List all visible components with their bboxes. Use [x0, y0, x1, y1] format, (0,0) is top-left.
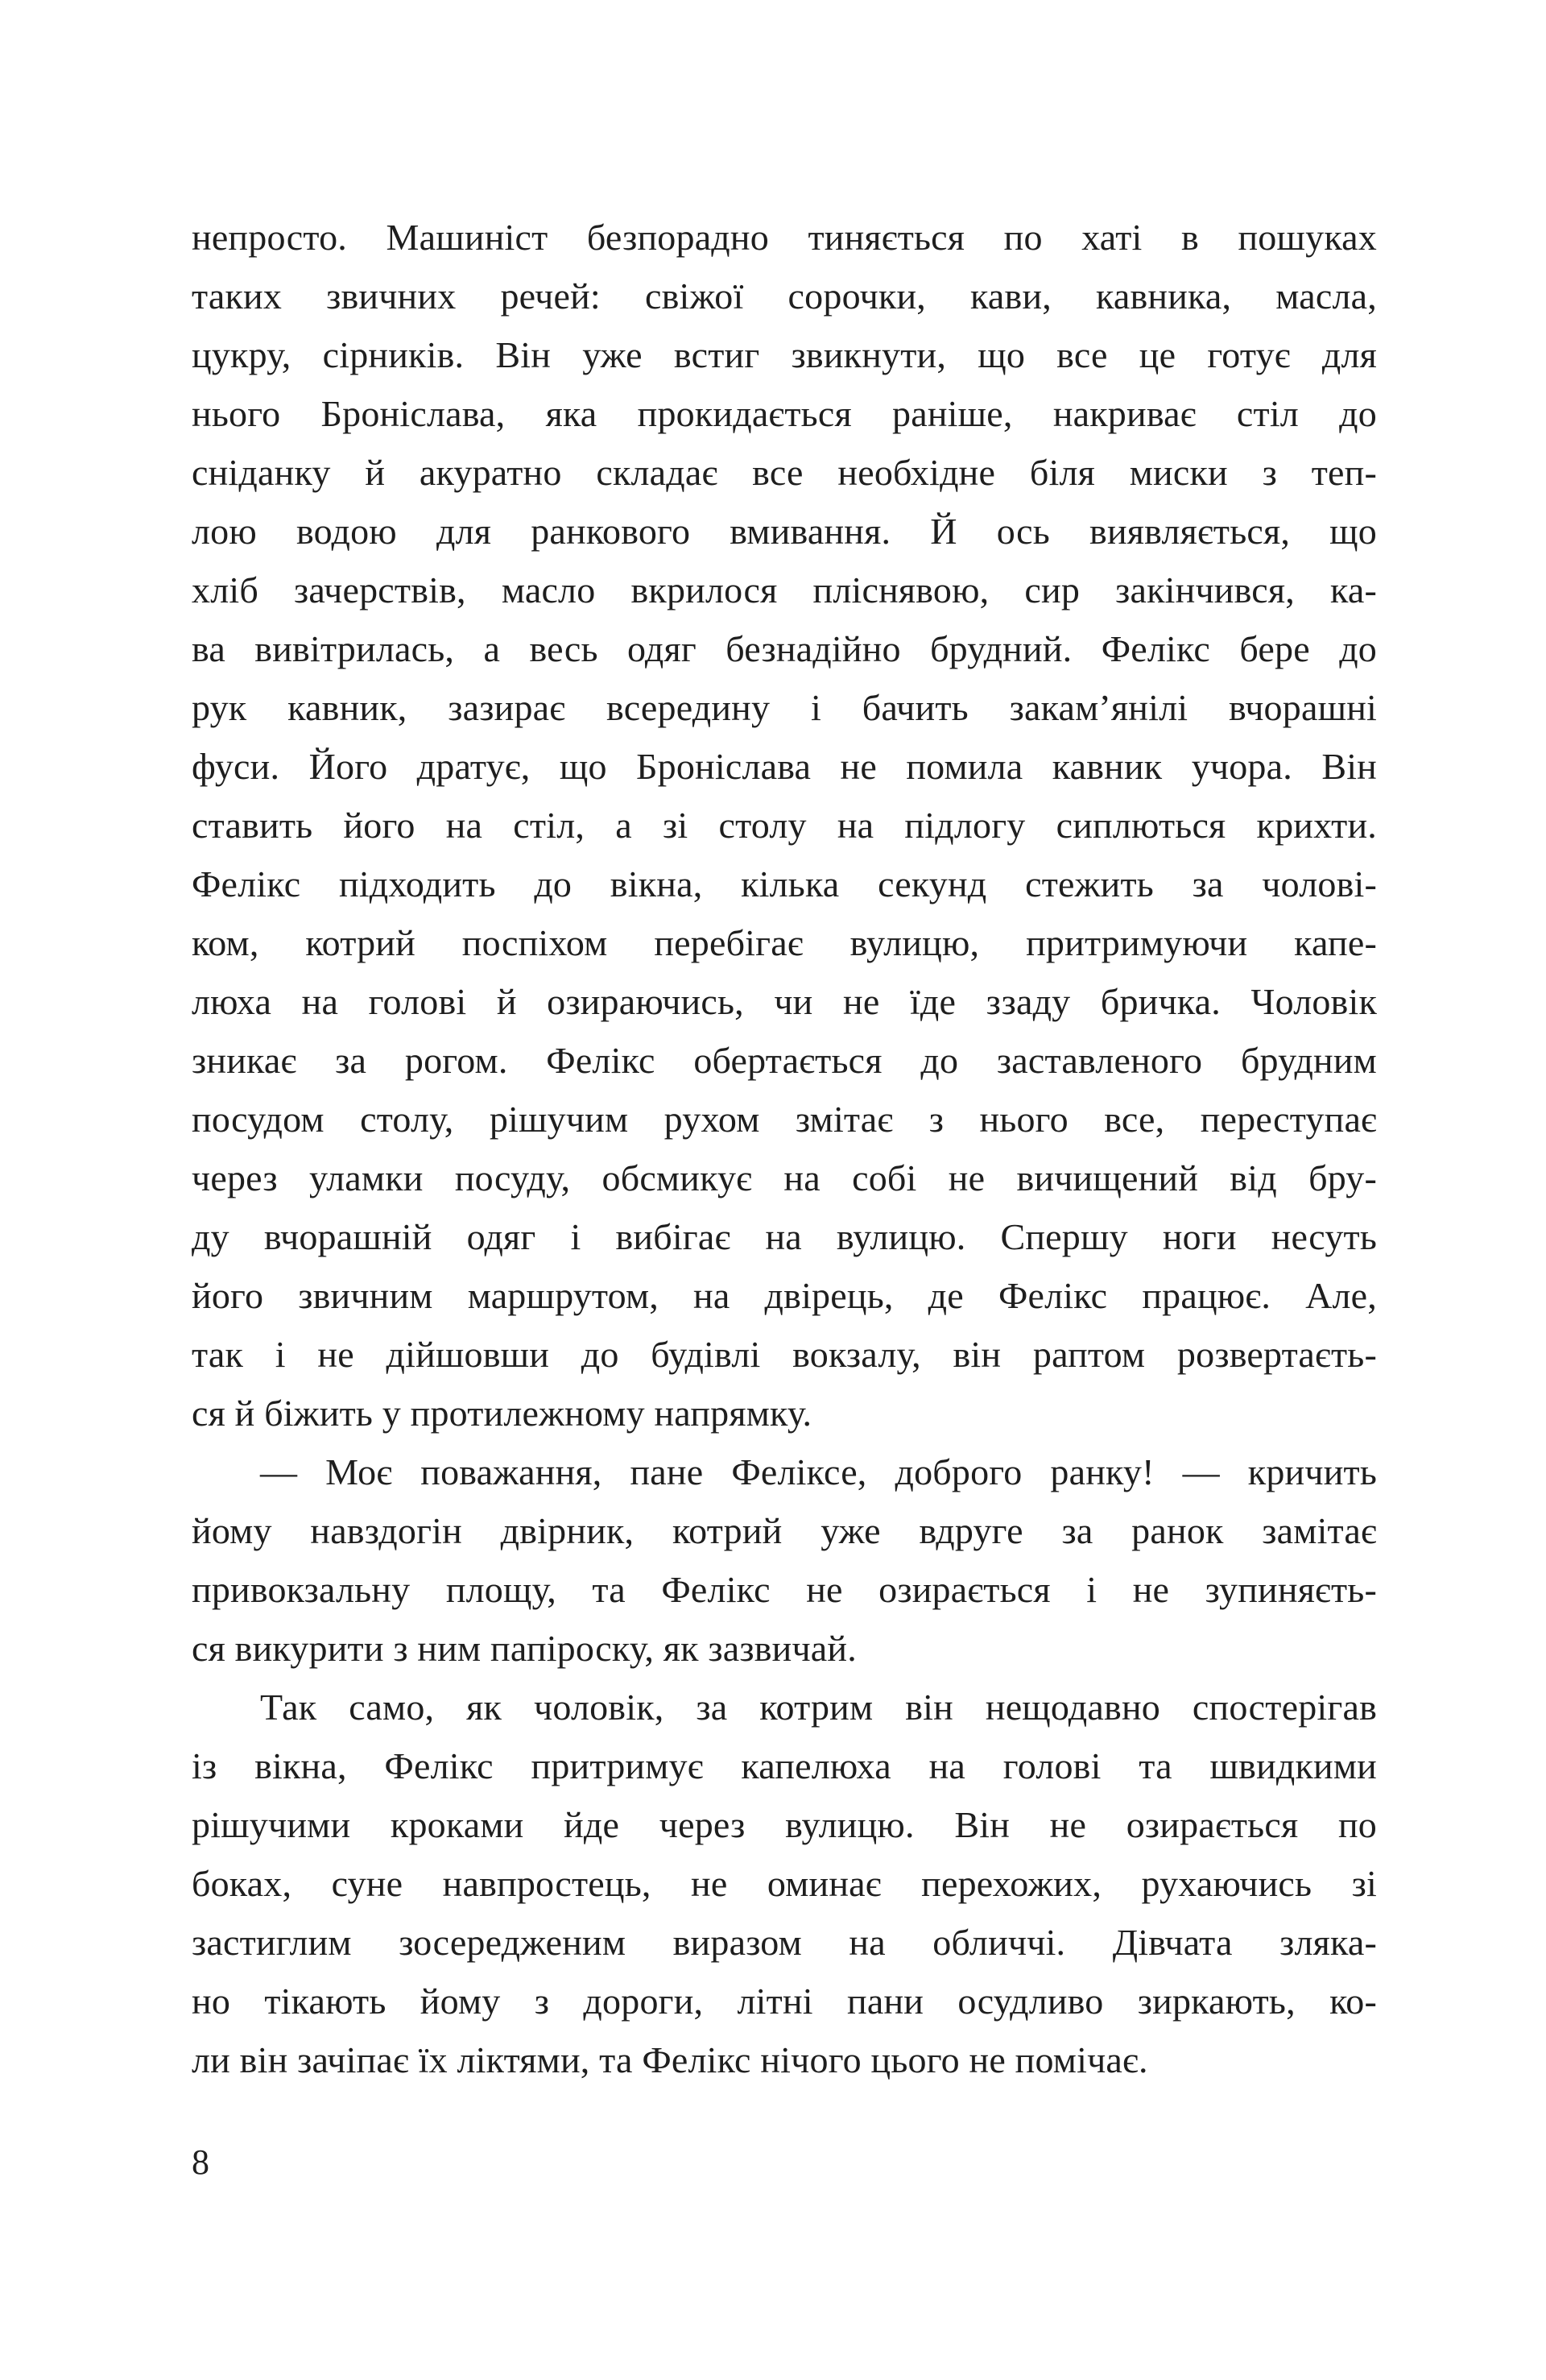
text-line: зникає за рогом. Фелікс обертається до заставленого брудним: [192, 1040, 1377, 1081]
text-line: — Моє поважання, пане Феліксе, доброго ранку! — кричить: [260, 1451, 1377, 1492]
paragraph: [192, 1442, 1377, 1678]
text-line: ся викурити з ним папіроску, як зазвичай.: [192, 1628, 857, 1669]
text-line: ком, котрий поспіхом перебігає вулицю, притримуючи капе-: [192, 922, 1377, 963]
text-line: хліб зачерствів, масло вкрилося пліснявою, сир закінчився, ка-: [192, 569, 1377, 611]
text-line: рук кавник, зазирає всередину і бачить закам’янілі вчорашні: [192, 687, 1377, 728]
paragraph: [192, 208, 1377, 1442]
text-line: ли він зачіпає їх ліктями, та Фелікс нічого цього не помічає.: [192, 2039, 1148, 2080]
text-line: ся й біжить у протилежному напрямку.: [192, 1393, 812, 1434]
text-line: посудом столу, рішучим рухом змітає з нього все, переступає: [192, 1099, 1377, 1140]
text-line: цукру, сірників. Він уже встиг звикнути, що все це готує для: [192, 334, 1377, 375]
text-line: йому навздогін двірник, котрий уже вдруге за ранок замітає: [192, 1510, 1377, 1551]
text-line: рішучими кроками йде через вулицю. Він не озирається по: [192, 1804, 1377, 1845]
text-line: застиглим зосередженим виразом на обличчі. Дівчата зляка-: [192, 1922, 1377, 1963]
text-line: лою водою для ранкового вмивання. Й ось виявляється, що: [192, 511, 1377, 552]
text-line: через уламки посуду, обсмикує на собі не вичищений від бру-: [192, 1157, 1377, 1198]
text-line: но тікають йому з дороги, літні пани осудливо зиркають, ко-: [192, 1981, 1377, 2022]
text-line: люха на голові й озираючись, чи не їде ззаду бричка. Чоловік: [192, 981, 1377, 1022]
text-line: нього Броніслава, яка прокидається раніше, накриває стіл до: [192, 393, 1377, 434]
text-line: Так само, як чоловік, за котрим він нещодавно спостерігав: [260, 1687, 1377, 1728]
text-line: так і не дійшовши до будівлі вокзалу, він раптом розвертаєть-: [192, 1334, 1377, 1375]
text-line: непросто. Машиніст безпорадно тиняється по хаті в пошуках: [192, 217, 1377, 258]
paragraph: [192, 1678, 1377, 2089]
text-line: боках, суне навпростець, не оминає перехожих, рухаючись зі: [192, 1863, 1377, 1904]
text-line: фуси. Його дратує, що Броніслава не помила кавник учора. Він: [192, 746, 1377, 787]
page-number: 8: [192, 2142, 209, 2182]
text-line: сніданку й акуратно складає все необхідне біля миски з теп-: [192, 452, 1377, 493]
text-line: ва вивітрилась, а весь одяг безнадійно брудний. Фелікс бере до: [192, 628, 1377, 669]
page-text: [192, 208, 1377, 2089]
text-line: ду вчорашній одяг і вибігає на вулицю. Спершу ноги несуть: [192, 1216, 1377, 1257]
text-line: його звичним маршрутом, на двірець, де Фелікс працює. Але,: [192, 1275, 1377, 1316]
text-line: Фелікс підходить до вікна, кілька секунд стежить за чолові-: [192, 863, 1377, 904]
text-line: ставить його на стіл, а зі столу на підлогу сиплються крихти.: [192, 805, 1377, 846]
text-line: таких звичних речей: свіжої сорочки, кави, кавника, масла,: [192, 275, 1377, 317]
text-line: привокзальну площу, та Фелікс не озирається і не зупиняєть-: [192, 1569, 1377, 1610]
text-line: із вікна, Фелікс притримує капелюха на голові та швидкими: [192, 1745, 1377, 1786]
